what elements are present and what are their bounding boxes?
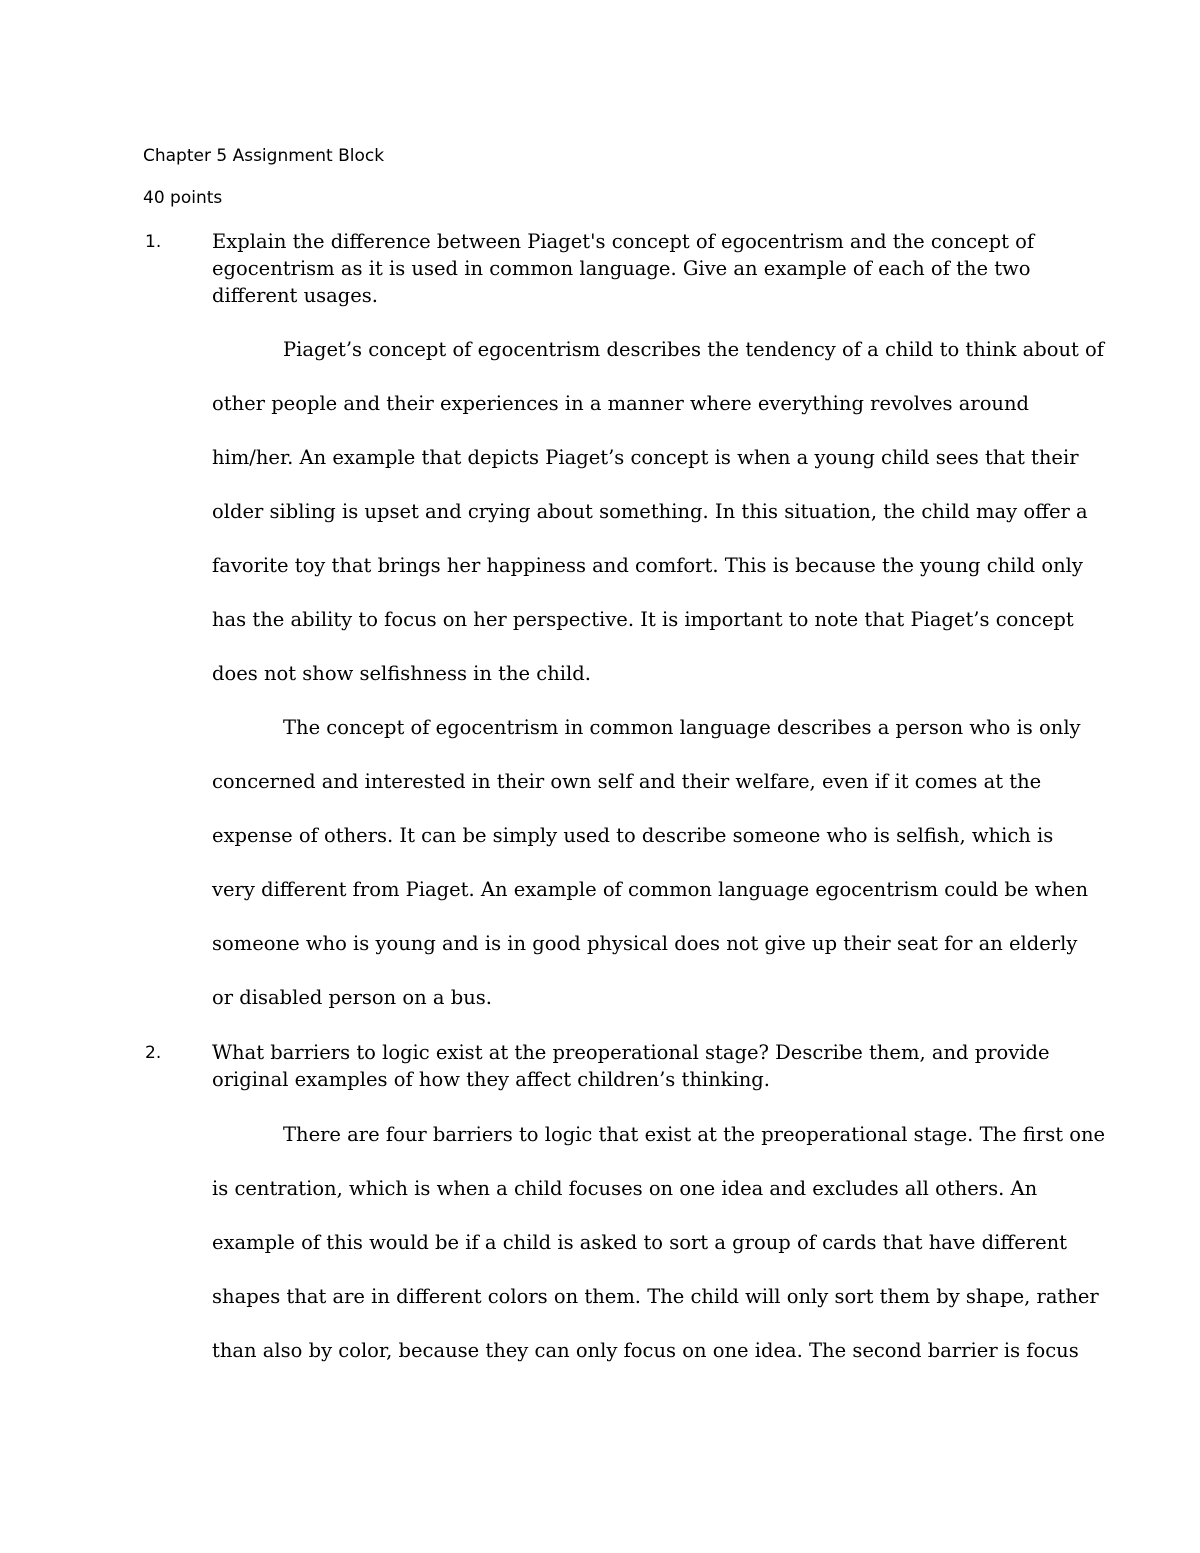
answer-line: expense of others. It can be simply used to describe someone who is selfish, which is xyxy=(212,824,1054,847)
answer-line: very different from Piaget. An example of common language egocentrism could be when xyxy=(212,878,1089,901)
answer-line: shapes that are in different colors on them. The child will only sort them by shape, rather xyxy=(212,1285,1099,1308)
answer-line: than also by color, because they can only focus on one idea. The second barrier is focus xyxy=(212,1339,1079,1362)
question-number: 1. xyxy=(145,232,162,252)
points-label: 40 points xyxy=(143,188,223,208)
answer-line: Piaget’s concept of egocentrism describes the tendency of a child to think about of xyxy=(283,338,1104,361)
answer-line: other people and their experiences in a manner where everything revolves around xyxy=(212,392,1030,415)
answer-line: concerned and interested in their own self and their welfare, even if it comes at the xyxy=(212,770,1042,793)
question-text: What barriers to logic exist at the preoperational stage? Describe them, and provide original examples of how they affect children’s thinking. xyxy=(212,1041,1050,1091)
answer-line: someone who is young and is in good physical does not give up their seat for an elderly xyxy=(212,932,1078,955)
answer-line: or disabled person on a bus. xyxy=(212,986,492,1009)
answer-line: The concept of egocentrism in common language describes a person who is only xyxy=(283,716,1081,739)
question-text: Explain the difference between Piaget's concept of egocentrism and the concept of egocentrism as it is used in common language. Give an example of each of the two different usages. xyxy=(212,230,1035,307)
answer-line: There are four barriers to logic that exist at the preoperational stage. The first one xyxy=(283,1123,1106,1146)
answer-line: is centration, which is when a child focuses on one idea and excludes all others. An xyxy=(212,1177,1038,1200)
answer-line: does not show selfishness in the child. xyxy=(212,662,591,685)
answer-line: him/her. An example that depicts Piaget’s concept is when a young child sees that their xyxy=(212,446,1079,469)
answer-line: older sibling is upset and crying about something. In this situation, the child may offer a xyxy=(212,500,1088,523)
assignment-title: Chapter 5 Assignment Block xyxy=(143,146,385,166)
answer-line: has the ability to focus on her perspective. It is important to note that Piaget’s concept xyxy=(212,608,1074,631)
answer-line: favorite toy that brings her happiness and comfort. This is because the young child only xyxy=(212,554,1083,577)
answer-line: example of this would be if a child is asked to sort a group of cards that have different xyxy=(212,1231,1068,1254)
question-number: 2. xyxy=(145,1043,162,1063)
